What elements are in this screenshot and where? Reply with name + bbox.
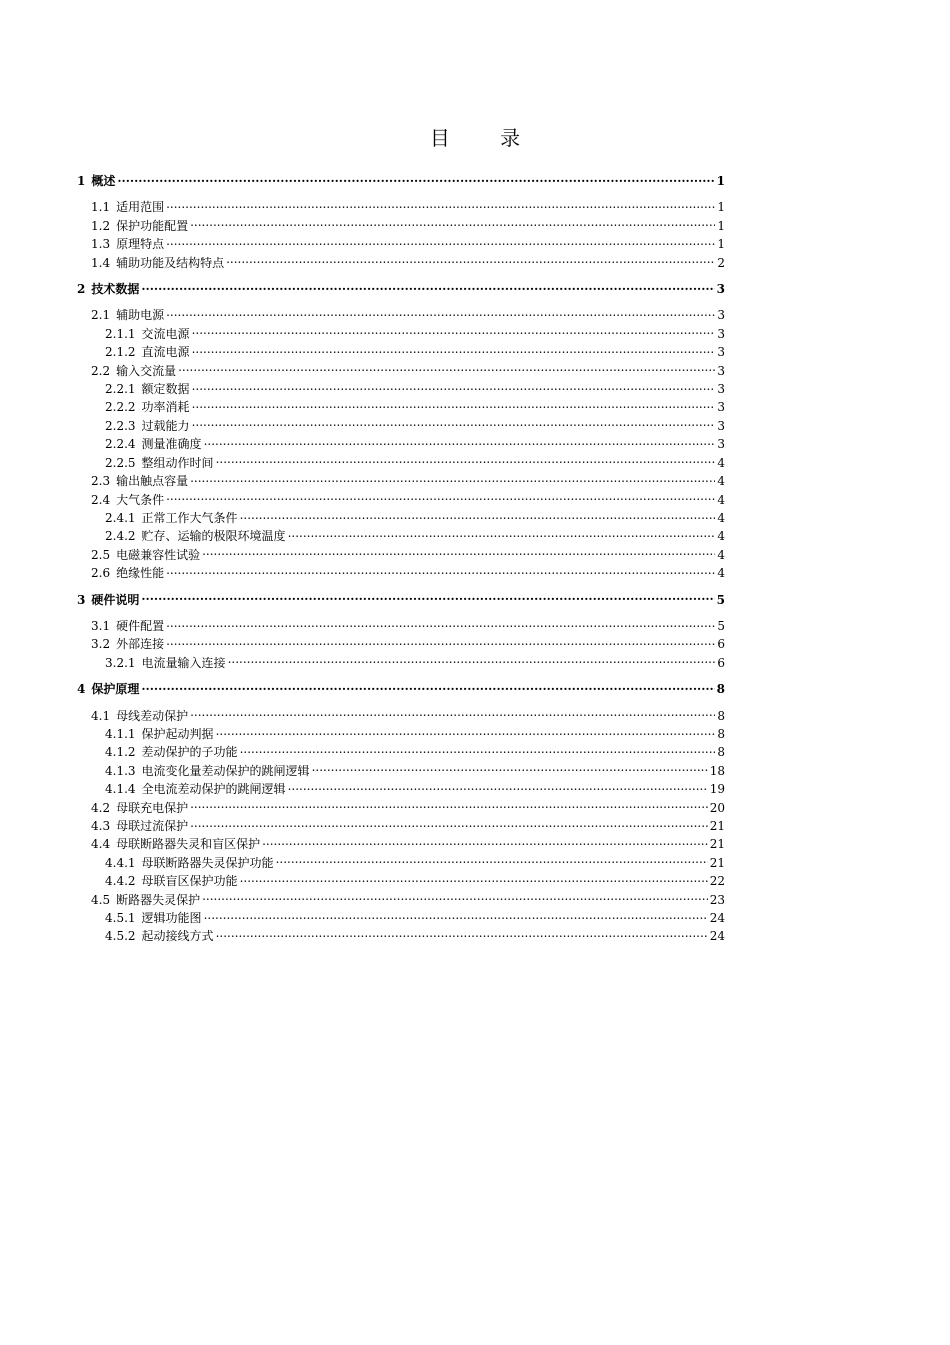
toc-entry[interactable] <box>77 280 725 298</box>
toc-entry-title: 保护功能配置 <box>116 218 189 233</box>
toc-entry[interactable] <box>77 472 725 490</box>
toc-entry-number: 2.4 <box>91 492 111 507</box>
toc-entry-title: 交流电源 <box>141 326 190 341</box>
toc-dot-leader <box>288 528 715 540</box>
toc-entry-number: 4.1.1 <box>105 726 136 741</box>
toc-entry-number: 3 <box>77 592 86 607</box>
toc-entry[interactable] <box>77 872 725 890</box>
toc-entry[interactable] <box>77 654 725 672</box>
toc-entry[interactable] <box>77 454 725 472</box>
toc-entry-number: 2 <box>77 282 86 297</box>
toc-dot-leader <box>166 307 715 319</box>
toc-entry-page: 3 <box>717 326 725 341</box>
toc-dot-leader <box>240 744 715 756</box>
toc-entry[interactable] <box>77 591 725 609</box>
toc-entry-page: 1 <box>717 218 725 233</box>
toc-entry[interactable] <box>77 198 725 216</box>
toc-dot-leader <box>240 873 708 885</box>
toc-entry-page: 21 <box>709 819 725 833</box>
toc-entry-page: 4 <box>717 566 725 581</box>
toc-entry-number: 2.4.2 <box>105 529 136 544</box>
toc-entry-number: 4.2 <box>91 800 111 815</box>
toc-dot-leader <box>240 510 715 522</box>
toc-entry-page: 1 <box>717 200 725 215</box>
toc-entry-number: 1.2 <box>91 218 111 233</box>
toc-entry-number: 2.3 <box>91 474 111 489</box>
toc-dot-leader <box>228 655 715 667</box>
toc-entry-title: 母联充电保护 <box>116 800 189 815</box>
toc-entry-title: 电流变化量差动保护的跳闸逻辑 <box>141 763 310 778</box>
toc-entry[interactable] <box>77 527 725 545</box>
toc-entry[interactable] <box>77 635 725 653</box>
toc-dot-leader <box>226 255 715 267</box>
toc-entry[interactable] <box>77 854 725 872</box>
toc-entry-title: 母联断路器失灵和盲区保护 <box>116 837 261 852</box>
toc-entry[interactable] <box>77 762 725 780</box>
toc-entry-title: 母线差动保护 <box>116 708 189 723</box>
toc-entry-number: 2.6 <box>91 566 111 581</box>
toc-entry-title: 测量准确度 <box>141 437 202 452</box>
toc-entry-page: 4 <box>717 492 725 507</box>
toc-dot-leader <box>216 726 715 738</box>
toc-entry-number: 4.1.4 <box>105 782 136 797</box>
toc-dot-leader <box>202 892 708 904</box>
toc-entry-page: 3 <box>717 363 725 378</box>
toc-entry-page: 6 <box>717 655 725 670</box>
toc-entry[interactable] <box>77 707 725 725</box>
toc-entry-title: 大气条件 <box>116 492 165 507</box>
toc-entry[interactable] <box>77 891 725 909</box>
toc-entry-page: 8 <box>716 682 725 697</box>
toc-entry-number: 4.5.1 <box>105 911 136 926</box>
toc-dot-leader <box>204 910 708 922</box>
toc-entry-number: 2.2.2 <box>105 400 136 415</box>
toc-dot-leader <box>141 681 714 693</box>
toc-entry-number: 1.4 <box>91 255 111 270</box>
toc-dot-leader <box>192 326 715 338</box>
toc-entry[interactable] <box>77 435 725 453</box>
toc-entry-title: 断路器失灵保护 <box>116 892 201 907</box>
toc-entry-page: 22 <box>709 874 725 889</box>
toc-dot-leader <box>192 381 715 393</box>
toc-dot-leader <box>166 236 715 248</box>
toc-entry-page: 1 <box>717 237 725 252</box>
toc-entry[interactable] <box>77 780 725 798</box>
toc-entry-page: 1 <box>716 174 725 188</box>
toc-entry-number: 2.5 <box>91 547 111 562</box>
toc-entry[interactable] <box>77 546 725 564</box>
toc-entry-title: 整组动作时间 <box>141 455 214 470</box>
toc-entry[interactable] <box>77 398 725 416</box>
toc-dot-leader <box>166 618 715 630</box>
toc-dot-leader <box>190 800 708 812</box>
toc-dot-leader <box>204 436 715 448</box>
toc-entry-number: 2.2.1 <box>105 382 136 397</box>
toc-entry-title: 母联盲区保护功能 <box>141 874 238 889</box>
toc-entry-number: 2.4.1 <box>105 510 136 525</box>
toc-dot-leader <box>190 218 715 230</box>
toc-dot-leader <box>166 492 715 504</box>
toc-entry-number: 2.1.2 <box>105 345 136 360</box>
toc-entry-number: 2.2.5 <box>105 455 136 470</box>
toc-entry-page: 3 <box>716 282 725 297</box>
toc-entry[interactable] <box>77 799 725 817</box>
toc-entry-page: 2 <box>717 255 725 270</box>
toc-dot-leader <box>192 418 715 430</box>
toc-entry-title: 母联断路器失灵保护功能 <box>141 855 274 870</box>
toc-entry-page: 3 <box>717 345 725 360</box>
toc-entry[interactable] <box>77 325 725 343</box>
toc-entry-page: 3 <box>717 437 725 452</box>
toc-entry[interactable] <box>77 235 725 253</box>
toc-entry-page: 3 <box>717 382 725 397</box>
toc-entry-page: 8 <box>717 745 725 760</box>
toc-entry-title: 绝缘性能 <box>116 566 165 581</box>
toc-entry-page: 4 <box>717 510 725 525</box>
toc-entry-page: 21 <box>709 837 725 852</box>
toc-entry-page: 5 <box>717 618 725 633</box>
toc-entry[interactable] <box>77 817 725 835</box>
toc-entry-page: 24 <box>709 929 725 944</box>
toc-entry-title: 硬件说明 <box>91 592 140 607</box>
toc-entry-title: 过载能力 <box>141 418 190 433</box>
toc-dot-leader <box>262 836 708 848</box>
toc-entry-title: 正常工作大气条件 <box>141 510 238 525</box>
toc-entry[interactable] <box>77 417 725 435</box>
toc-entry-title: 保护原理 <box>91 682 140 697</box>
toc-entry-page: 8 <box>717 708 725 723</box>
toc-entry-number: 1.3 <box>91 237 111 252</box>
toc-entry-number: 4.4 <box>91 837 111 852</box>
toc-entry-title: 技术数据 <box>91 282 140 297</box>
toc-entry-title: 额定数据 <box>141 382 190 397</box>
toc-entry-title: 电流量输入连接 <box>141 655 226 670</box>
toc-entry[interactable] <box>77 617 725 635</box>
toc-entry[interactable] <box>77 680 725 698</box>
toc-entry-number: 1.1 <box>91 200 111 215</box>
toc-entry-number: 2.2.4 <box>105 437 136 452</box>
toc-entry-title: 外部连接 <box>116 637 165 652</box>
toc-entry-page: 20 <box>709 800 725 815</box>
toc-entry[interactable] <box>77 217 725 235</box>
toc-dot-leader <box>117 173 714 185</box>
toc-entry[interactable] <box>77 306 725 324</box>
toc-dot-leader <box>166 565 715 577</box>
toc-entry[interactable] <box>77 172 725 190</box>
toc-entry-page: 21 <box>709 855 725 870</box>
toc-entry-number: 4.5 <box>91 892 111 907</box>
toc-entry-title: 概述 <box>91 174 116 188</box>
toc-dot-leader <box>166 199 715 211</box>
toc-entry-title: 逻辑功能图 <box>141 911 202 926</box>
toc-entry-title: 起动接线方式 <box>141 929 214 944</box>
toc-entry-title: 保护起动判据 <box>141 726 214 741</box>
toc-entry-number: 4.1.2 <box>105 745 136 760</box>
toc-entry-title: 输出触点容量 <box>116 474 189 489</box>
toc-entry[interactable] <box>77 362 725 380</box>
toc-dot-leader <box>178 363 715 375</box>
toc-entry-number: 4 <box>77 682 86 697</box>
toc-entry-number: 4.5.2 <box>105 929 136 944</box>
toc-entry-title: 直流电源 <box>141 345 190 360</box>
toc-entry[interactable] <box>77 927 725 945</box>
toc-entry-page: 23 <box>709 892 725 907</box>
toc-entry-title: 全电流差动保护的跳闸逻辑 <box>141 782 286 797</box>
toc-entry[interactable] <box>77 254 725 272</box>
toc-entry[interactable] <box>77 491 725 509</box>
toc-entry[interactable] <box>77 909 725 927</box>
toc-entry-title: 贮存、运输的极限环境温度 <box>141 529 286 544</box>
toc-entry-page: 24 <box>709 911 725 926</box>
toc-dot-leader <box>141 592 714 604</box>
toc-entry-title: 输入交流量 <box>116 363 177 378</box>
toc-entry-title: 硬件配置 <box>116 618 165 633</box>
toc-entry-page: 3 <box>717 400 725 415</box>
toc-entry-title: 母联过流保护 <box>116 819 189 833</box>
toc-entry-title: 电磁兼容性试验 <box>116 547 201 562</box>
toc-entry-title: 功率消耗 <box>141 400 190 415</box>
toc-dot-leader <box>288 781 708 793</box>
toc-dot-leader <box>216 455 715 467</box>
toc-entry[interactable] <box>77 564 725 582</box>
toc-dot-leader <box>166 636 715 648</box>
toc-entry-number: 2.2.3 <box>105 418 136 433</box>
toc-entry[interactable] <box>77 380 725 398</box>
toc-entry-title: 适用范围 <box>116 200 165 215</box>
toc-dot-leader <box>216 928 708 940</box>
toc-entry-number: 3.2.1 <box>105 655 136 670</box>
toc-entry[interactable] <box>77 509 725 527</box>
page-title: 目 录 <box>429 126 543 150</box>
toc-entry-title: 原理特点 <box>116 237 165 252</box>
toc-dot-leader <box>312 763 708 775</box>
toc-entry-number: 4.1 <box>91 708 111 723</box>
toc-dot-leader <box>276 855 708 867</box>
toc-entry-page: 5 <box>716 592 725 607</box>
toc-entry-page: 4 <box>717 455 725 470</box>
toc-entry-number: 1 <box>77 174 86 188</box>
toc-entry-number: 4.4.1 <box>105 855 136 870</box>
toc-entry-title: 差动保护的子功能 <box>141 745 238 760</box>
toc-entry-number: 3.1 <box>91 618 111 633</box>
toc-entry[interactable] <box>77 835 725 853</box>
toc-entry-page: 4 <box>717 474 725 489</box>
toc-entry-title: 辅助电源 <box>116 308 165 323</box>
toc-dot-leader <box>190 473 715 485</box>
toc-entry-page: 18 <box>709 763 725 778</box>
toc-entry[interactable] <box>77 725 725 743</box>
toc-entry-number: 4.3 <box>91 819 111 833</box>
toc-entry-number: 3.2 <box>91 637 111 652</box>
toc-dot-leader <box>190 818 708 830</box>
toc-entry[interactable] <box>77 743 725 761</box>
toc-entry-page: 19 <box>709 782 725 797</box>
table-of-contents <box>77 172 725 946</box>
toc-dot-leader <box>190 708 715 720</box>
toc-dot-leader <box>192 399 715 411</box>
toc-entry-number: 2.1.1 <box>105 326 136 341</box>
toc-entry[interactable] <box>77 343 725 361</box>
toc-entry-page: 4 <box>717 547 725 562</box>
toc-entry-number: 2.1 <box>91 308 111 323</box>
toc-entry-page: 6 <box>717 637 725 652</box>
toc-entry-page: 8 <box>717 726 725 741</box>
toc-entry-page: 4 <box>717 529 725 544</box>
toc-entry-number: 2.2 <box>91 363 111 378</box>
toc-dot-leader <box>192 344 715 356</box>
toc-entry-title: 辅助功能及结构特点 <box>116 255 225 270</box>
toc-entry-page: 3 <box>717 308 725 323</box>
toc-entry-number: 4.4.2 <box>105 874 136 889</box>
toc-entry-number: 4.1.3 <box>105 763 136 778</box>
toc-dot-leader <box>202 547 715 559</box>
toc-dot-leader <box>141 281 714 293</box>
toc-entry-page: 3 <box>717 418 725 433</box>
